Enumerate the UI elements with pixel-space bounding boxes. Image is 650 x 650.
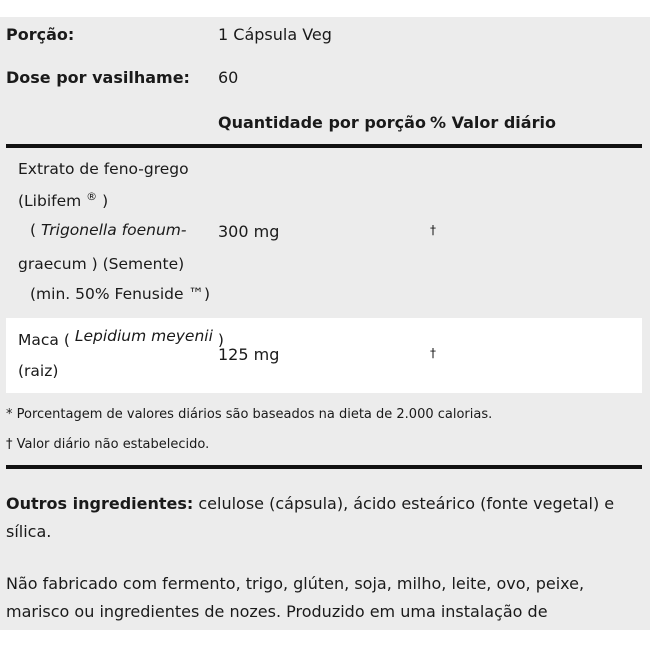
ingredient-name-line: (min. 50% Fenuside ™) <box>30 285 210 303</box>
amount-per-serving-header: Quantidade por porção <box>218 113 426 132</box>
other-ingredients-label: Outros ingredientes: <box>6 494 194 513</box>
ingredient-name-line: graecum ) (Semente) <box>18 255 185 273</box>
daily-value-header: % Valor diário <box>430 113 556 132</box>
other-ingredients-text: celulose (cápsula), ácido esteárico (fonte vegetal) e sílica. <box>6 494 615 541</box>
other-ingredients <box>6 490 642 546</box>
footnote-percent: * Porcentagem de valores diários são baseados na dieta de 2.000 calorias. <box>6 407 493 422</box>
serving-size-label: Porção: <box>6 25 75 44</box>
serving-size-value: 1 Cápsula Veg <box>218 25 332 44</box>
header-divider <box>6 144 642 148</box>
servings-per-container-value: 60 <box>218 68 239 87</box>
footnote-not-established: † Valor diário não estabelecido. <box>6 437 210 452</box>
daily-value: † <box>430 346 436 360</box>
allergen-notice: Não fabricado com fermento, trigo, glúten, soja, milho, leite, ovo, peixe, marisco ou ingredientes de nozes. Produzido em uma instalação de <box>6 574 585 621</box>
ingredient-name-line: (raiz) <box>18 362 59 380</box>
ingredient-name-line: ( Trigonella foenum- <box>30 221 187 239</box>
ingredient-name-line: (Libifem ® ) <box>18 190 109 211</box>
ingredient-name-line: Maca ( Lepidium meyenii ) <box>18 327 224 349</box>
ingredient-name-line: Extrato de feno-grego <box>18 160 189 178</box>
footer-divider <box>6 465 642 469</box>
daily-value: † <box>430 223 436 237</box>
amount-value: 300 mg <box>218 222 280 241</box>
amount-value: 125 mg <box>218 345 280 364</box>
servings-per-container-label: Dose por vasilhame: <box>6 68 190 87</box>
